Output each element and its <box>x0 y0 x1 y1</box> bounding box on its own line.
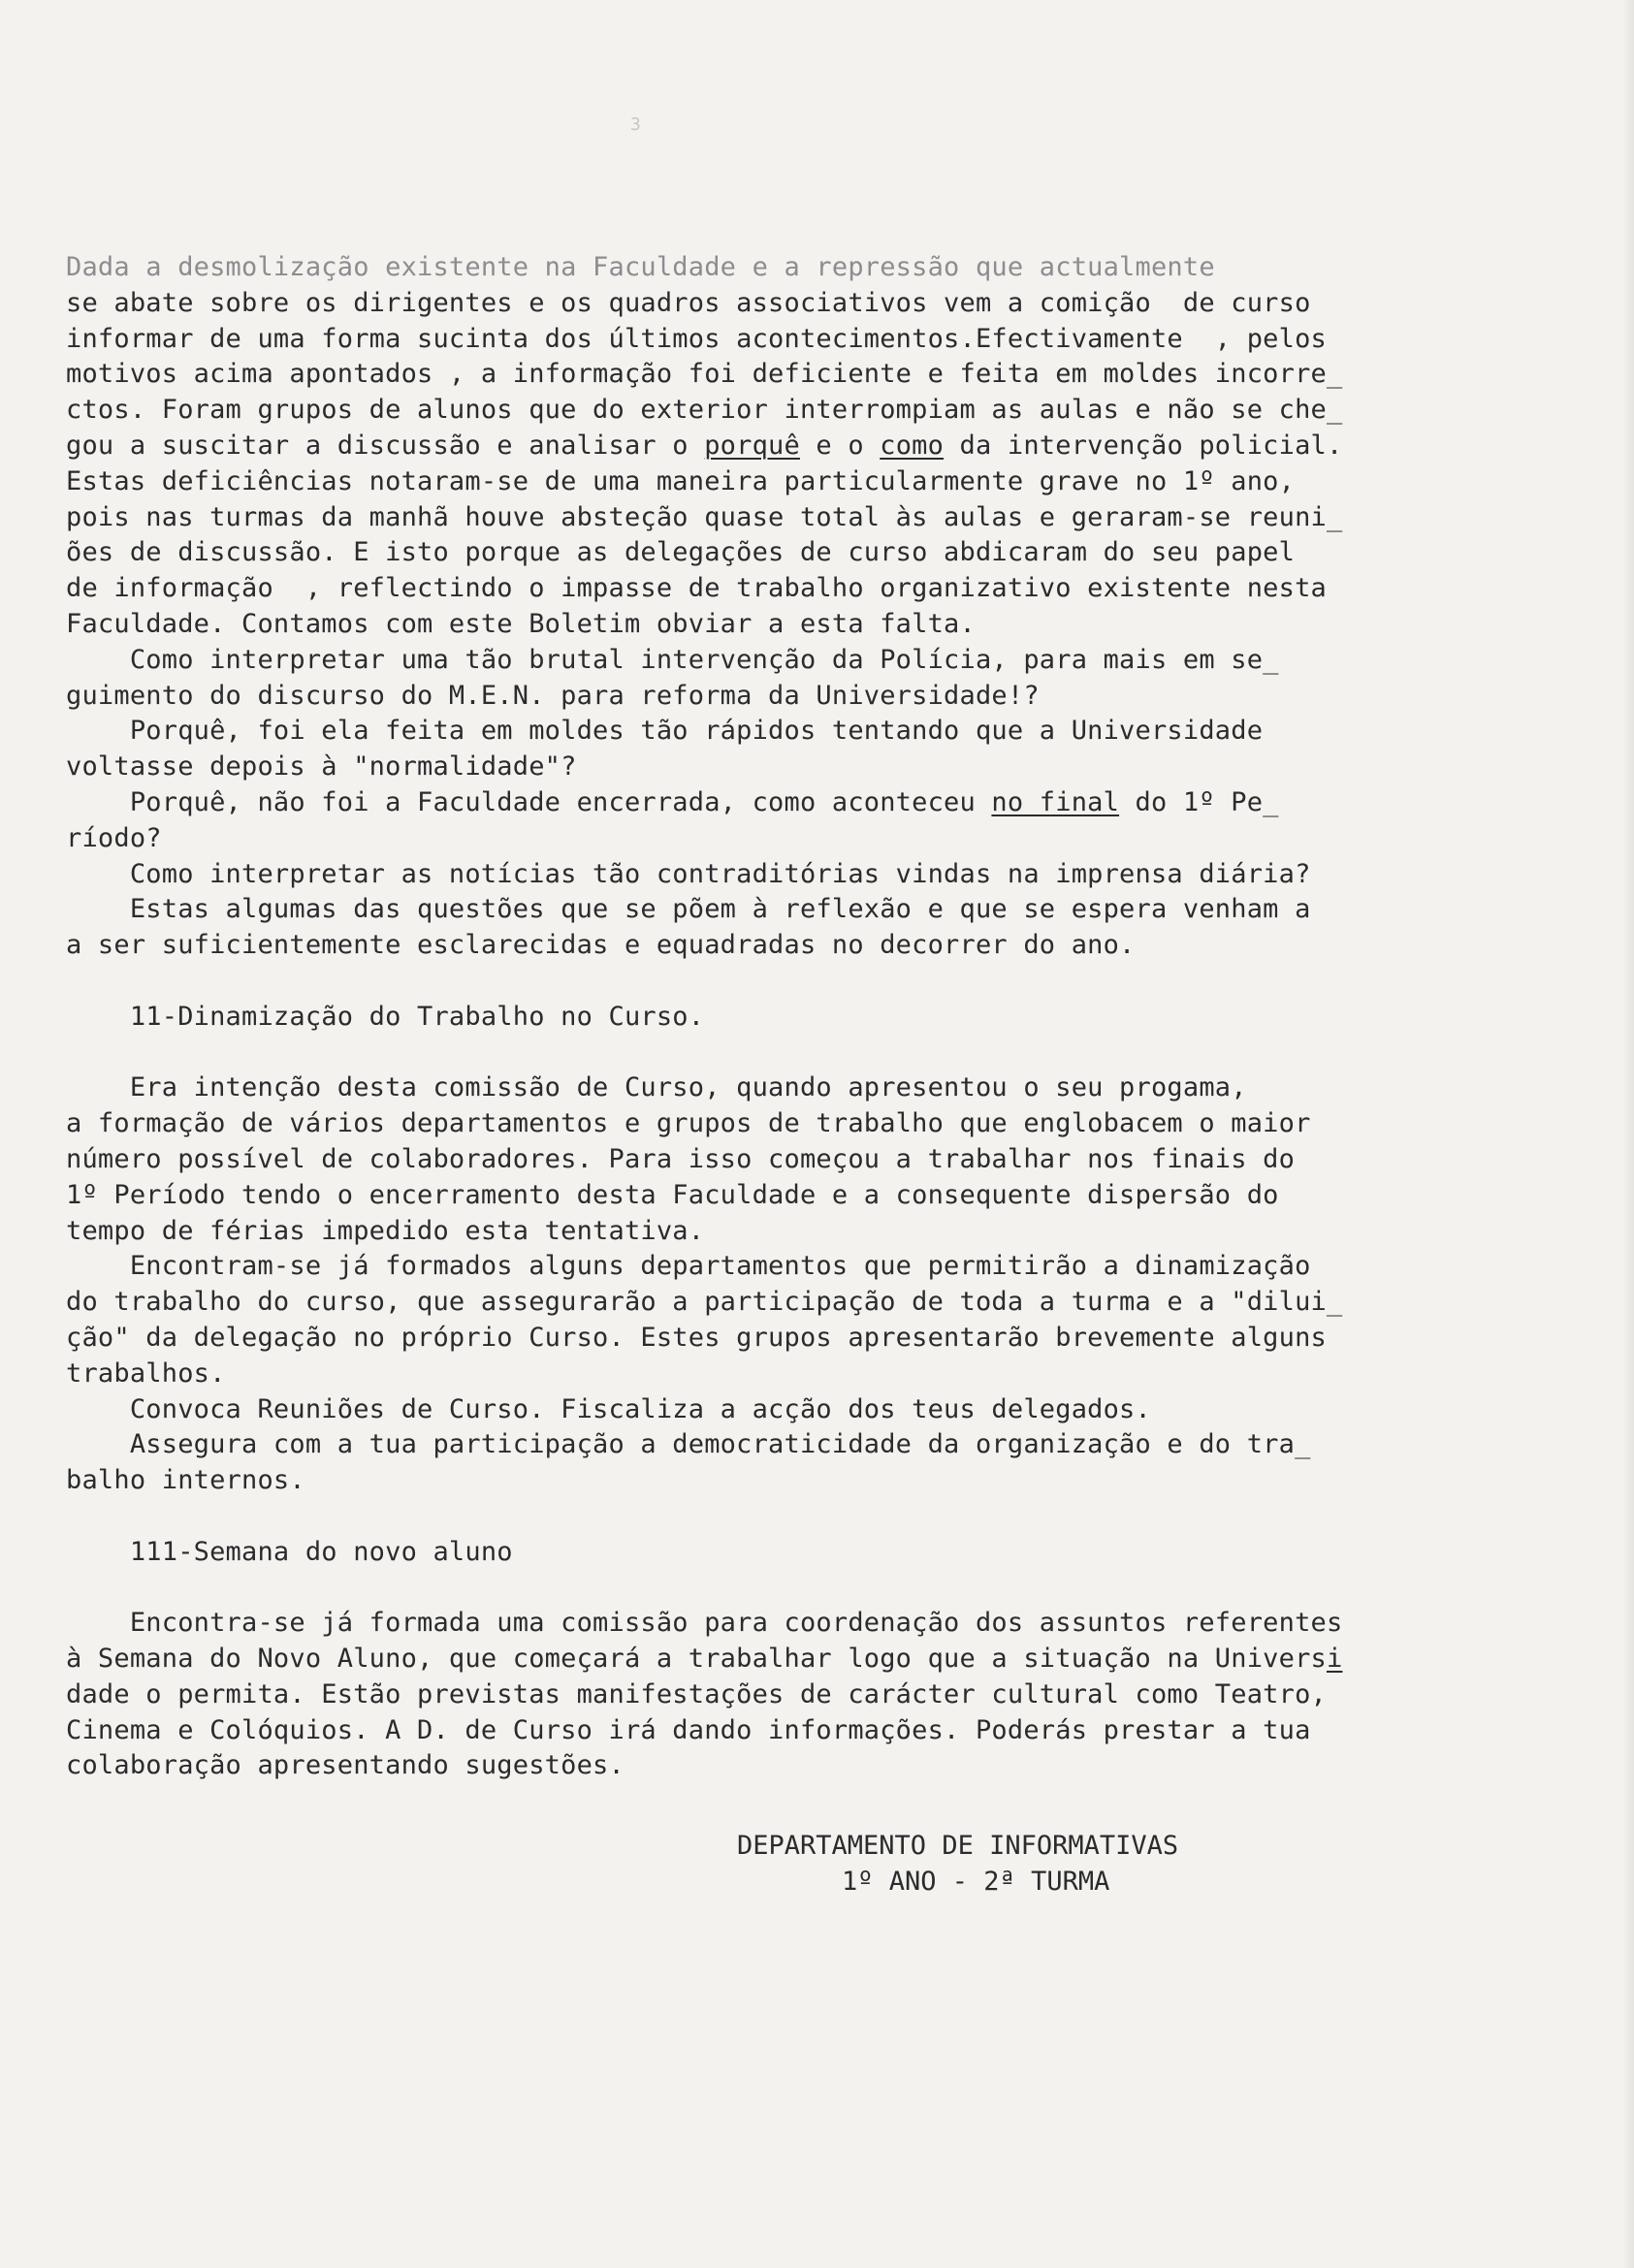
text-line: ríodo? <box>66 822 162 853</box>
paragraph-gap <box>66 1570 1559 1606</box>
text-line: dade o permita. Estão previstas manifestações de carácter cultural como Teatro, <box>66 1678 1327 1709</box>
text-line: trabalhos. <box>66 1358 226 1389</box>
text-line: 111-Semana do novo aluno <box>66 1536 513 1567</box>
text-line: Faculdade. Contamos com este Boletim obviar a esta falta. <box>66 608 976 639</box>
underlined-word: i <box>1326 1644 1343 1675</box>
paragraph-gap <box>66 1499 1559 1535</box>
text-line: Estas algumas das questões que se põem à reflexão e que se espera venham a <box>66 894 1311 925</box>
text-line: guimento do discurso do M.E.N. para reforma da Universidade!? <box>66 680 1040 711</box>
text-line: ões de discussão. E isto porque as delegações de curso abdicaram do seu papel <box>66 537 1296 568</box>
text-line: Encontram-se já formados alguns departamentos que permitirão a dinamização <box>66 1251 1311 1282</box>
text-line: Como interpretar as notícias tão contraditórias vindas na imprensa diária? <box>66 858 1311 889</box>
text-line: ctos. Foram grupos de alunos que do exterior interrompiam as aulas e não se che_ <box>66 395 1343 426</box>
text-line: tempo de férias impedido esta tentativa. <box>66 1215 705 1246</box>
underlined-word: porquê <box>704 430 800 461</box>
text-segment: e o <box>799 430 881 461</box>
underlined-word: como <box>880 430 945 461</box>
underlined-word: no final <box>991 786 1120 817</box>
text-line: do trabalho do curso, que assegurarão a participação de toda a turma e a "dilui_ <box>66 1287 1343 1318</box>
signature-class: 1º ANO - 2ª TURMA <box>842 1866 1110 1897</box>
paragraph-gap <box>66 1036 1559 1071</box>
text-segment: Porquê, não foi a Faculdade encerrada, como aconteceu <box>66 786 992 817</box>
text-line: Cinema e Colóquios. A D. de Curso irá dando informações. Poderás prestar a tua <box>66 1714 1311 1745</box>
text-segment: gou a suscitar a discussão e analisar o <box>66 430 705 461</box>
signature-block <box>737 1829 1178 1901</box>
text-line: a ser suficientemente esclarecidas e equadradas no decorrer do ano. <box>66 930 1136 961</box>
text-segment: da intervenção policial. <box>944 430 1343 461</box>
text-segment: à Semana do Novo Aluno, que começará a trabalhar logo que a situação na Univers <box>66 1644 1327 1675</box>
text-line: 11-Dinamização do Trabalho no Curso. <box>66 1001 705 1032</box>
text-line <box>66 1642 1559 1677</box>
text-line: Porquê, foi ela feita em moldes tão rápidos tentando que a Universidade <box>66 716 1264 747</box>
text-line: Era intenção desta comissão de Curso, quando apresentou o seu progama, <box>66 1072 1247 1103</box>
page-edge-shadow <box>1622 0 1634 2268</box>
text-segment: do 1º Pe_ <box>1119 786 1279 817</box>
text-line: motivos acima apontados , a informação foi deficiente e feita em moldes incorre_ <box>66 359 1343 390</box>
text-line: Dada a desmolização existente na Faculdade e a repressão que actualmente <box>66 252 1215 282</box>
text-line: pois nas turmas da manhã houve absteção quase total às aulas e geraram-se reuni_ <box>66 501 1343 532</box>
text-line: ção" da delegação no próprio Curso. Estes grupos apresentarão brevemente alguns <box>66 1322 1327 1353</box>
text-line: Como interpretar uma tão brutal intervenção da Polícia, para mais em se_ <box>66 644 1279 675</box>
text-line: número possível de colaboradores. Para isso começou a trabalhar nos finais do <box>66 1143 1296 1174</box>
page-mark: 3 <box>630 114 641 135</box>
text-line: de informação , reflectindo o impasse de trabalho organizativo existente nesta <box>66 573 1327 604</box>
text-line <box>66 429 1559 464</box>
text-line: Assegura com a tua participação a democraticidade da organização e do tra_ <box>66 1429 1311 1460</box>
text-line: informar de uma forma sucinta dos últimos acontecimentos.Efectivamente , pelos <box>66 323 1327 354</box>
text-line: Convoca Reuniões de Curso. Fiscaliza a acção dos teus delegados. <box>66 1393 1151 1424</box>
signature-department: DEPARTAMENTO DE INFORMATIVAS <box>737 1831 1179 1861</box>
text-line: voltasse depois à "normalidade"? <box>66 751 577 783</box>
text-line: colaboração apresentando sugestões. <box>66 1750 625 1781</box>
text-line: balho internos. <box>66 1465 305 1496</box>
text-line: Encontra-se já formada uma comissão para coordenação dos assuntos referentes <box>66 1608 1343 1639</box>
paragraph-gap <box>66 964 1559 1000</box>
text-line: Estas deficiências notaram-se de uma maneira particularmente grave no 1º ano, <box>66 465 1296 496</box>
typed-text-body <box>66 250 1559 1784</box>
text-line <box>66 785 1559 821</box>
text-line: se abate sobre os dirigentes e os quadros associativos vem a comição de curso <box>66 287 1311 318</box>
text-line: a formação de vários departamentos e grupos de trabalho que englobacem o maior <box>66 1108 1311 1139</box>
text-line: 1º Período tendo o encerramento desta Faculdade e a consequente dispersão do <box>66 1179 1279 1210</box>
